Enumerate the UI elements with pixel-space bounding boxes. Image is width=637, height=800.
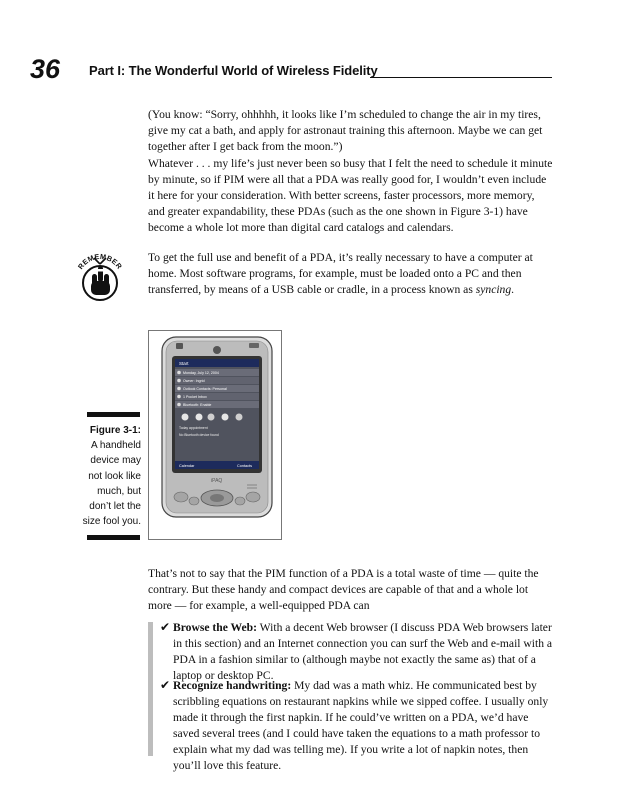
bullet-lead: Browse the Web: [173, 621, 257, 634]
screen-row-3: Outlook Contacts: Personal [183, 387, 227, 391]
bullet-text: My dad was a math whiz. He communicated best by scribbling equations on restaurant napkins while we sipped coffee. I usually only made it through the first napkin. If he could’ve written on a PDA, we’d have saved several trees (and I could have taken the equations to a math professor to explain what my dad was telling me). If you write a lot of napkin notes, then you’ll love this feature. [173, 679, 549, 772]
checkmark-icon: ✔ [160, 678, 171, 692]
caption-rule-bottom [87, 535, 140, 540]
page-number: 36 [30, 54, 61, 84]
remember-icon-label: REMEMBER [75, 251, 125, 271]
screen-row-5: Bluetooth: Enable [183, 403, 212, 407]
paragraph-3-text: To get the full use and benefit of a PDA, it’s really necessary to have a computer at home. Most software programs, for example, must be loaded onto a PC and then transferred, by means of a USB cable or cradle, in a process known as [148, 251, 533, 296]
paragraph-1: (You know: “Sorry, ohhhhh, it looks like I’m scheduled to change the air in my tires, give my cat a bath, and apply for astronaut training this afternoon. Maybe we can get together after I get back from the moon.”) [148, 108, 543, 153]
screen-status-1: Today appointment [179, 426, 208, 430]
pda-photo [149, 331, 281, 539]
bullet-text: With a decent Web browser (I discuss PDA Web browsers later in this section) and an Internet connection you can surf the Web and e-mail with a PDA in a fashion similar to (although maybe not exactly the same as) that of a laptop or desktop PC. [173, 621, 553, 682]
device-brand: iPAQ [211, 478, 223, 484]
figure-caption-text: A handheld device may not look like much, but don’t let the size fool you. [82, 440, 141, 528]
screen-status-2: No Bluetooth device found [179, 433, 219, 437]
paragraph-3-end: . [511, 282, 515, 296]
figure-frame [148, 330, 282, 540]
bullet-lead: Recognize handwriting: [173, 679, 292, 692]
paragraph-2: Whatever . . . my life’s just never been so busy that I felt the need to schedule it minute by minute, so if PIM were all that a PDA was really good for, I wouldn’t even include it here for your consideration. With better screens, faster processors, more memory, and greater expandability, these PDAs (such as the one shown in Figure 3-1) have become a whole lot more than digital card catalogs and calendars. [148, 157, 553, 234]
checkmark-icon: ✔ [160, 620, 171, 634]
screen-row-4: 1 Pocket Inbox [183, 395, 207, 399]
figure-caption [74, 423, 141, 529]
caption-rule-top [87, 412, 140, 417]
syncing-term: syncing [475, 282, 512, 296]
screen-row-2: Owner: Ingrid [183, 379, 205, 383]
list-sidebar-bar [148, 622, 153, 756]
running-title: Part I: The Wonderful World of Wireless Fidelity [89, 63, 378, 78]
list-item [160, 620, 555, 684]
screen-soft-right: Contacts [237, 464, 252, 468]
paragraph-3 [148, 250, 554, 298]
list-item [160, 678, 555, 773]
figure-label: Figure 3-1: [89, 425, 141, 436]
running-head-rule [370, 77, 552, 78]
screen-title: Start [179, 361, 189, 366]
screen-soft-left: Calendar [179, 464, 195, 468]
paragraph-4: That’s not to say that the PIM function of a PDA is a total waste of time — quite the contrary. But these handy and compact devices are capable of that and a whole lot more — for example, a well-equipped PDA can [148, 567, 539, 612]
screen-row-1: Monday, July 12, 2004 [183, 371, 219, 375]
remember-icon [72, 250, 128, 306]
